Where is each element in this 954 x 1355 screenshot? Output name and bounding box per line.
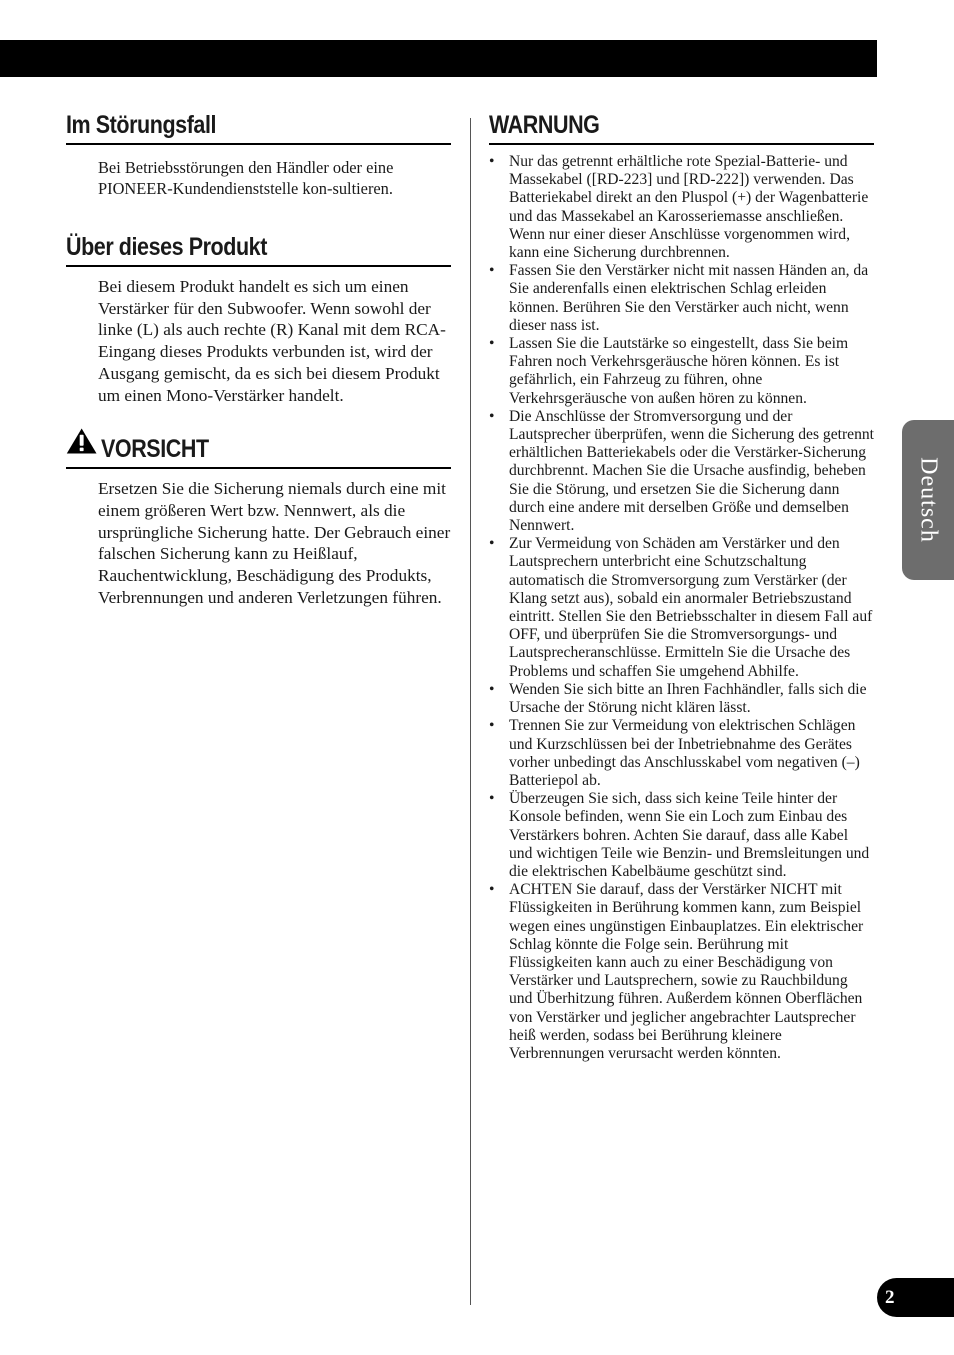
- warning-triangle-icon: [66, 424, 97, 458]
- column-divider: [470, 118, 471, 1305]
- list-item: • Wenden Sie sich bitte an Ihren Fachhändler, falls sich die Ursache der Störung nicht klären lässt.: [489, 681, 874, 717]
- heading-rule: [489, 110, 874, 145]
- list-item: • Fassen Sie den Verstärker nicht mit nassen Händen an, da Sie anderenfalls einen elektrischen Schlag erleiden können. Berühren Sie den Verstärker auch nicht, wenn dieser nass ist.: [489, 262, 874, 335]
- page-number: 2: [877, 1278, 954, 1317]
- heading-rule: [66, 430, 451, 469]
- language-tab: [902, 420, 954, 580]
- section-title: VORSICHT: [101, 435, 209, 464]
- language-tab-label: Deutsch: [915, 457, 942, 543]
- right-column: [489, 110, 874, 1063]
- list-item: • ACHTEN Sie darauf, dass der Verstärker NICHT mit Flüssigkeiten in Berührung kommen kann, zum Beispiel wegen eines ungünstigen Einbauplatzes. Ein elektrischer Schlag könnte die Folge sein. Berührung mit Flüssigkeiten kann auch zu einer Beschädigung von Verstärker und Lautsprechern, sowie zu Rauchbildung und Überhitzung führen. Außerdem können Oberflächen von Verstärker und jeglicher angebrachter Lautsprecher heiß werden, sodass bei Berührung kleinere Verbrennungen verursacht werden könnten.: [489, 881, 874, 1063]
- heading-rule: [66, 110, 451, 145]
- section-title: Im Störungsfall: [66, 111, 217, 139]
- list-item: • Nur das getrennt erhältliche rote Spezial-Batterie- und Massekabel ([RD-223] und [RD-222]) verwenden. Das Batteriekabel direkt an den Pluspol (+) der Wagenbatterie und das Massekabel an Karosseriemasse anschließen. Wenn nur einer dieser Anschlüsse vorgenommen wird, kann eine Sicherung durchbrennen.: [489, 153, 874, 262]
- vorsicht-heading: [66, 430, 451, 464]
- section-text: Ersetzen Sie die Sicherung niemals durch eine mit einem größeren Wert bzw. Nennwert, als die ursprüngliche Sicherung hatte. Der Gebrauch einer falschen Sicherung kann zu Heißlauf, Rauchentwicklung, Beschädigung des Produkts, Verbrennungen und anderen Verletzungen führen.: [98, 479, 451, 607]
- left-column: [66, 110, 451, 608]
- list-item: • Trennen Sie zur Vermeidung von elektrischen Schlägen und Kurzschlüssen bei der Inbetriebnahme des Gerätes vorher unbedingt das Anschlusskabel vom negativen (–) Batteriepol ab.: [489, 717, 874, 790]
- list-item: • Lassen Sie die Lautstärke so eingestellt, dass Sie beim Fahren noch Verkehrsgeräusche hören können. Es ist gefährlich, ein Fahrzeug zu führen, ohne Verkehrsgeräusche von außen hören zu können.: [489, 335, 874, 408]
- header-bar: [0, 40, 877, 77]
- section-text: Bei diesem Produkt handelt es sich um einen Verstärker für den Subwoofer. Wenn sowohl der linke (L) als auch rechte (R) Kanal mit dem RCA-Eingang dieses Produkts verbunden ist, wird der Ausgang gemischt, da es sich bei diesem Produkt um einen Mono-Verstärker handelt.: [98, 277, 446, 405]
- warning-list: [489, 153, 874, 1063]
- section-text: Bei Betriebsstörungen den Händler oder eine PIONEER-Kundendienststelle kon-sultieren.: [98, 158, 394, 198]
- section-title: Über dieses Produkt: [66, 233, 267, 261]
- section-produkt: [66, 232, 451, 406]
- list-item: • Überzeugen Sie sich, dass sich keine Teile hinter der Konsole befinden, wenn Sie ein Loch zum Einbau des Verstärkers bohren. Achten Sie darauf, dass alle Kabel und wichtigen Teile wie Benzin- und Bremsleitungen und die elektrischen Kabelbäume geschützt sind.: [489, 790, 874, 881]
- section-vorsicht: [66, 430, 451, 608]
- list-item: • Die Anschlüsse der Stromversorgung und der Lautsprecher überprüfen, wenn die Sicherung des getrennt erhältlichen Batteriekabels oder die Verstärker-Sicherung durchbrennt. Machen Sie die Ursache ausfindig, beheben Sie die Störung, und ersetzen Sie die Sicherung dann durch eine andere mit derselben Größe und demselben Nennwert.: [489, 408, 874, 535]
- list-item: • Zur Vermeidung von Schäden am Verstärker und den Lautsprechern unterbricht eine Schutzschaltung automatisch die Stromversorgung zum Verstärker (der Klang setzt aus), sobald ein anormaler Betriebszustand eintritt. Stellen Sie den Betriebsschalter in diesem Fall auf OFF, und überprüfen Sie die Stromversorgungs- und Lautsprecheranschlüsse. Ermitteln Sie die Ursache des Problems und schaffen Sie umgehend Abhilfe.: [489, 535, 874, 681]
- section-title: WARNUNG: [489, 111, 600, 139]
- section-warnung: [489, 110, 874, 1063]
- section-stoerungsfall: [66, 110, 451, 199]
- heading-rule: [66, 232, 451, 267]
